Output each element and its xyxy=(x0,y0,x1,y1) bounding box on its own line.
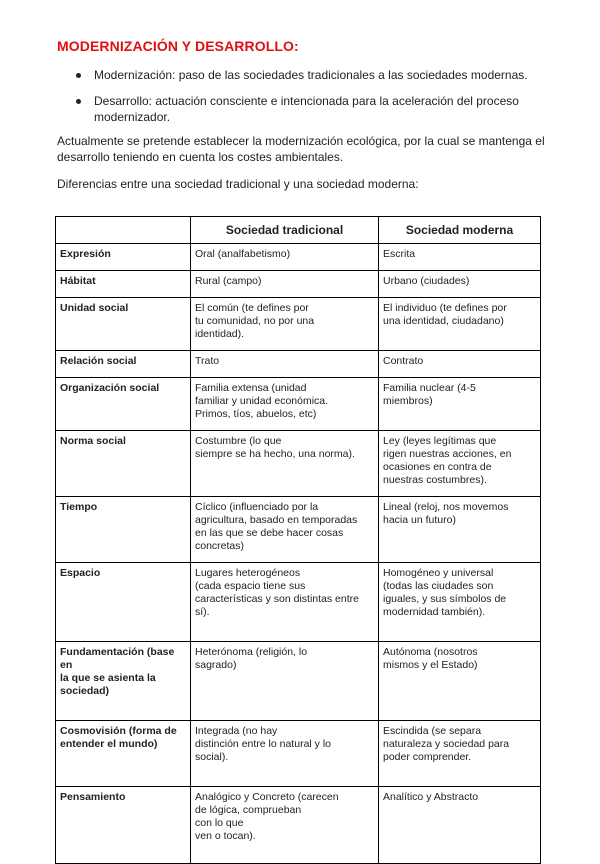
modern-cell xyxy=(379,642,541,721)
page-title: MODERNIZACIÓN Y DESARROLLO: xyxy=(57,38,299,54)
modern-cell xyxy=(379,298,541,351)
row-label-text: Unidad social xyxy=(60,302,129,314)
row-label xyxy=(56,378,191,431)
list-item-text: Modernización: paso de las sociedades tradicionales a las sociedades modernas. xyxy=(94,68,528,82)
traditional-cell xyxy=(191,563,379,642)
row-label xyxy=(56,642,191,721)
row-label-text: Hábitat xyxy=(60,275,96,287)
traditional-cell xyxy=(191,351,379,378)
row-label xyxy=(56,271,191,298)
modern-cell-text: Lineal (reloj, nos movemos hacia un futuro) xyxy=(383,501,509,526)
row-label-text: Fundamentación (base en la que se asienta la sociedad) xyxy=(60,646,175,697)
modern-cell-text: Urbano (ciudades) xyxy=(383,275,470,287)
table-row xyxy=(56,298,541,351)
row-label-text: Organización social xyxy=(60,382,160,394)
row-label-text: Tiempo xyxy=(60,501,98,513)
table-caption: Diferencias entre una sociedad tradicional y una sociedad moderna: xyxy=(57,177,419,191)
table-row xyxy=(56,271,541,298)
table-header-row xyxy=(56,217,541,244)
table-header-traditional: Sociedad tradicional xyxy=(191,217,379,244)
table-row xyxy=(56,351,541,378)
traditional-cell xyxy=(191,244,379,271)
table-row xyxy=(56,378,541,431)
modern-cell xyxy=(379,721,541,787)
modern-cell-text: Familia nuclear (4-5 miembros) xyxy=(383,382,476,407)
row-label xyxy=(56,351,191,378)
traditional-cell-text: Costumbre (lo que siempre se ha hecho, una norma). xyxy=(195,435,355,460)
traditional-cell-text: Rural (campo) xyxy=(195,275,262,287)
row-label xyxy=(56,497,191,563)
modern-cell xyxy=(379,378,541,431)
list-item xyxy=(74,93,554,125)
traditional-cell-text: El común (te defines por tu comunidad, no por una identidad). xyxy=(195,302,315,340)
modern-cell-text: Escrita xyxy=(383,248,416,260)
traditional-cell-text: Trato xyxy=(195,355,220,367)
intro-paragraph: Actualmente se pretende establecer la modernización ecológica, por la cual se mantenga el desarrollo teniendo en cuenta los costes ambientales. xyxy=(57,134,545,164)
traditional-cell-text: Integrada (no hay distinción entre lo natural y lo social). xyxy=(195,725,331,763)
modern-cell xyxy=(379,563,541,642)
list-item xyxy=(74,67,554,83)
row-label-text: Expresión xyxy=(60,248,111,260)
bullet-icon xyxy=(76,73,81,78)
modern-cell-text: El individuo (te defines por una identidad, ciudadano) xyxy=(383,302,507,327)
traditional-cell xyxy=(191,721,379,787)
traditional-cell xyxy=(191,497,379,563)
table-row xyxy=(56,244,541,271)
modern-cell xyxy=(379,497,541,563)
table-row xyxy=(56,431,541,497)
row-label-text: Norma social xyxy=(60,435,126,447)
table-row xyxy=(56,787,541,864)
modern-cell-text: Analítico y Abstracto xyxy=(383,791,479,803)
table-row xyxy=(56,642,541,721)
traditional-cell xyxy=(191,431,379,497)
modern-cell-text: Ley (leyes legítimas que rigen nuestras acciones, en ocasiones en contra de nuestras costumbres). xyxy=(383,435,512,486)
traditional-cell xyxy=(191,787,379,864)
traditional-cell-text: Lugares heterogéneos (cada espacio tiene sus características y son distintas entre sí). xyxy=(195,567,359,618)
traditional-cell xyxy=(191,378,379,431)
list-item-text: Desarrollo: actuación consciente e intencionada para la aceleración del proceso modernizador. xyxy=(94,94,519,124)
modern-cell xyxy=(379,351,541,378)
traditional-cell-text: Familia extensa (unidad familiar y unidad económica. Primos, tíos, abuelos, etc) xyxy=(195,382,329,420)
modern-cell-text: Contrato xyxy=(383,355,424,367)
modern-cell-text: Autónoma (nosotros mismos y el Estado) xyxy=(383,646,478,671)
table-row xyxy=(56,497,541,563)
traditional-cell-text: Heterónoma (religión, lo sagrado) xyxy=(195,646,308,671)
row-label xyxy=(56,563,191,642)
definition-list xyxy=(74,67,554,135)
traditional-cell-text: Analógico y Concreto (carecen de lógica, comprueban con lo que ven o tocan). xyxy=(195,791,339,842)
table-row xyxy=(56,563,541,642)
traditional-cell xyxy=(191,271,379,298)
table-row xyxy=(56,721,541,787)
table-header-modern: Sociedad moderna xyxy=(379,217,541,244)
modern-cell xyxy=(379,431,541,497)
modern-cell xyxy=(379,244,541,271)
row-label xyxy=(56,787,191,864)
row-label-text: Pensamiento xyxy=(60,791,126,803)
row-label-text: Relación social xyxy=(60,355,137,367)
modern-cell-text: Homogéneo y universal (todas las ciudades son iguales, y sus símbolos de modernidad también). xyxy=(383,567,507,618)
modern-cell xyxy=(379,271,541,298)
row-label xyxy=(56,721,191,787)
bullet-icon xyxy=(76,99,81,104)
table-header-empty xyxy=(56,217,191,244)
traditional-cell-text: Oral (analfabetismo) xyxy=(195,248,291,260)
row-label-text: Cosmovisión (forma de entender el mundo) xyxy=(60,725,177,750)
traditional-cell xyxy=(191,298,379,351)
row-label xyxy=(56,298,191,351)
modern-cell-text: Escindida (se separa naturaleza y sociedad para poder comprender. xyxy=(383,725,510,763)
row-label-text: Espacio xyxy=(60,567,101,579)
traditional-cell-text: Cíclico (influenciado por la agricultura, basado en temporadas en las que se debe hacer cosas concretas) xyxy=(195,501,358,552)
modern-cell xyxy=(379,787,541,864)
comparison-table xyxy=(55,216,541,864)
row-label xyxy=(56,244,191,271)
row-label xyxy=(56,431,191,497)
traditional-cell xyxy=(191,642,379,721)
